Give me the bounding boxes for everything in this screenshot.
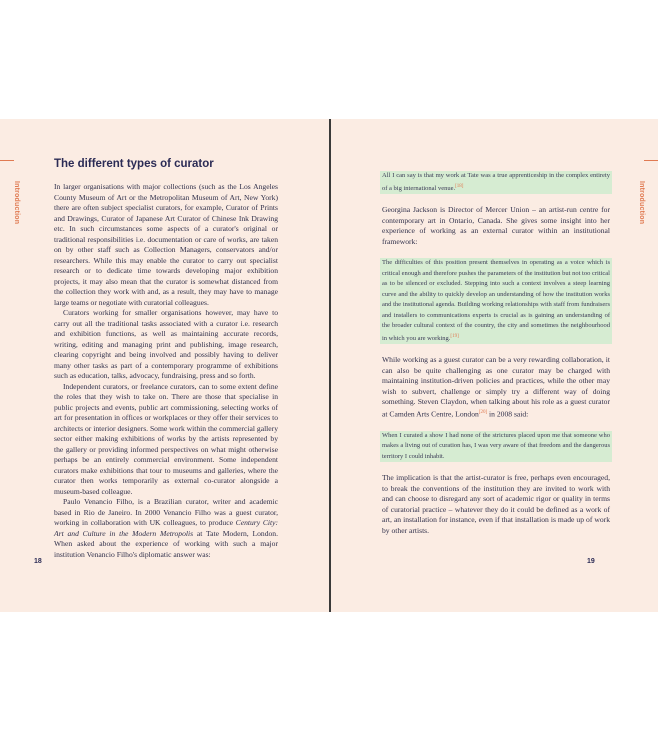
quote-text: All I can say is that my work at Tate was a true apprenticeship in the complex entirety of a big international venue. bbox=[382, 172, 610, 192]
margin-rule bbox=[644, 160, 658, 161]
margin-rule bbox=[0, 160, 14, 161]
paragraph bbox=[382, 355, 610, 420]
body-text bbox=[382, 171, 610, 536]
book-spread bbox=[0, 119, 658, 612]
quote-text: When I curated a show I had none of the strictures placed upon me that someone who makes a living out of curation has, I was very aware of that freedom and the dangerous territory I could inhabit. bbox=[382, 431, 610, 460]
highlighted-quote bbox=[380, 258, 612, 344]
running-head: Introduction bbox=[13, 181, 20, 225]
paragraph: The implication is that the artist-curator is free, perhaps even encouraged, to break the conventions of the institution they are invited to work with and can choose to disregard any sort of academic rigor or quality in terms of curatorial practice – whatever they do it could be defined as a work of art, an installation for instance, even if that installation is made up of work by other artists. bbox=[382, 473, 610, 535]
page-number: 18 bbox=[34, 558, 42, 565]
highlighted-quote bbox=[380, 171, 612, 194]
running-head: Introduction bbox=[638, 181, 645, 225]
text-run: at Tate Modern, London. When asked about the experience of working with such a major institution Venancio Filho's diplomatic answer was: bbox=[54, 528, 279, 559]
paragraph: Independent curators, or freelance curators, can to some extent define the roles that they wish to take on. There are those that specialise in public projects and events, public art commissioning, selecting works of art for presentation in offices or workplaces or they offer their services to architects or interior designers. Some work within the commercial gallery sector either making exhibitions of works by the artists represented by the gallery or providing informed perspectives on what might otherwise perhaps be an entirely commercial environment. Some independent curators make exhibitions that tour to museums and galleries, where the curator then works temporarily as external co-curator alongside a museum-based colleague. bbox=[54, 381, 278, 496]
page-number: 19 bbox=[587, 558, 595, 565]
paragraph bbox=[54, 497, 278, 560]
paragraph: In larger organisations with major collections (such as the Los Angeles County Museum of Art or the Metropolitan Museum of Art, New York) there are often subject specialist curators, for example, Curator of Prints and Drawings, Curator of Japanese Art Curator of Chinese Ink Drawing etc. In such circumstances some aspects of a curator's original or traditional responsibilities i.e. documentation or care of works, are taken on by other staff such as Collection Managers, conservators and/or researchers. While this may enable the curator to carry out specialist research or to dedicate time towards developing major exhibition projects, it may also mean that the curator is somewhat distanced from the collection they work with and, as a result, they may have to manage large teams or negotiate with curatorial colleagues. bbox=[54, 182, 278, 307]
footnote-ref: [20] bbox=[478, 409, 488, 415]
footnote-ref: [19] bbox=[450, 333, 459, 339]
body-text bbox=[54, 182, 278, 560]
paragraph: Georgina Jackson is Director of Mercer Union – an artist-run centre for contemporary art in Ontario, Canada. She gives some insight into her experience of working as an external curator within an institutional framework: bbox=[382, 205, 610, 246]
right-page bbox=[330, 119, 658, 612]
paragraph: Curators working for smaller organisations however, may have to carry out all the traditional tasks associated with a curator i.e. research and exhibition functions, as well as maintaining accurate records, writing, editing and managing print and publishing, image research, clearing copyright and being involved and possibly having to deliver many other tasks as part of a contemporary programme of exhibitions such as education, talks, advocacy, fundraising, press and so forth. bbox=[54, 308, 278, 380]
text-run: While working as a guest curator can be a very rewarding collaboration, it can also be quite challenging as one curator may be charged with maintaining institution-driven policies and practices, while the other may wish to subvert, challenge or simply try a different way of doing something. Steven Claydon, when talking about his role as a guest curator at Camden Arts Centre, London bbox=[382, 355, 610, 419]
book-title: Century City: Art and Culture in the Modern Metropolis bbox=[54, 518, 279, 538]
section-heading: The different types of curator bbox=[54, 158, 214, 170]
highlighted-quote bbox=[380, 431, 612, 463]
left-page bbox=[0, 119, 329, 612]
footnote-ref: [18] bbox=[455, 183, 464, 189]
quote-text: The difficulties of this position present themselves in operating as a voice which is critical enough and therefore pushes the parameters of the institution but not too critical as to be silenced or excluded. Stepping into such a context involves a steep learning curve and the ability to quickly develop an understanding of how the institution works and the institutional agenda. Building working relationships with staff from fundraisers and installers to communications experts is crucial as is gaining an understanding of the broader cultural context of the country, the city and sometimes the neighbourhood in which you are working. bbox=[382, 259, 610, 342]
text-run: Paulo Venancio Filho, is a Brazilian curator, writer and academic based in Rio de Janeiro. In 2000 Venancio Filho was a guest curator, working in collaboration with UK colleagues, to produce bbox=[54, 497, 278, 527]
text-run: in 2008 said: bbox=[487, 409, 529, 419]
